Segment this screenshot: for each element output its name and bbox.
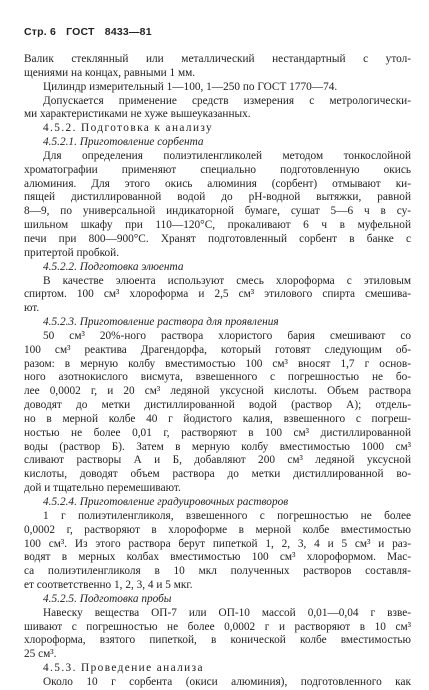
subsection-heading: 4.5.2.2. Подготовка элюента (43, 260, 184, 273)
text-line: Валик стеклянный или металлический нестандартный с утол- (24, 53, 411, 65)
text-line: ми характеристиками не хуже вышеуказанных. (24, 108, 251, 121)
section-heading: 4.5.3. Проведение анализа (43, 662, 204, 675)
subsection-heading: 4.5.2.4. Приготовление градуировочных растворов (43, 496, 289, 508)
text-line: хроматографии применяют специально подготовленную окись (24, 163, 411, 176)
text-line: сливают растворы А и Б, добавляют 200 см³ ледяной уксусной (24, 454, 411, 467)
text-line: щениями на концах, равными 1 мм. (24, 66, 196, 79)
standard-label: ГОСТ (66, 26, 95, 38)
text-line: Около 10 г сорбента (окиси алюминия), подготовленного как (43, 675, 411, 688)
text-line: Навеску вещества ОП-7 или ОП-10 массой 0,01—0,04 г взве- (43, 606, 411, 619)
section-heading: 4.5.2. Подготовка к анализу (43, 122, 214, 135)
text-line: 8—9, по универсальной индикаторной бумаге, сушат 5—6 ч в су- (24, 205, 411, 218)
text-line: кислоты, доводят объем раствора до метки дистиллированной во- (24, 468, 411, 481)
text-line: спиртом. 100 см³ хлороформа и 2,5 см³ этилового спирта смешива- (24, 288, 411, 301)
text-line: притертой пробкой. (24, 246, 120, 259)
subsection-heading: 4.5.2.1. Приготовление сорбента (43, 136, 204, 149)
text-line: водят в мерных колбах вместимостью 100 см³ хлороформом. Мас- (24, 551, 411, 564)
text-line: ет соответственно 1, 2, 3, 4 и 5 мкг. (24, 579, 193, 592)
text-line: 25 см³. (24, 648, 57, 661)
text-line: са полиэтиленгликоля в 10 мкл полученных растворов составля- (24, 565, 411, 578)
text-line: 0,0002 г, растворяют в хлороформе в мерной колбе вместимостью (24, 523, 411, 536)
standard-number: 8433—81 (104, 26, 152, 38)
text-line: ют. (24, 302, 40, 315)
document-body (24, 53, 411, 690)
text-line: 100 см³ реактива Драгендорфа, который готовят следующим об- (24, 343, 411, 356)
subsection-heading: 4.5.2.5. Подготовка пробы (43, 592, 172, 605)
text-line: ностью не более 0,01 г, растворяют в 100 см³ дистиллированной (24, 426, 411, 439)
text-line: Цилиндр измерительный 1—100, 1—250 по ГОСТ 1770—74. (43, 80, 338, 93)
text-line: но в мерной колбе 40 г йодистого калия, взвешенного с погреш- (24, 412, 411, 425)
text-line: В качестве элюента используют смесь хлороформа с этиловым (43, 274, 411, 287)
text-line: алюминия. Для этого окись алюминия (сорбент) отмывают ки- (24, 177, 411, 190)
text-line: доводят до метки дистиллированной водой (раствор А); отдель- (24, 399, 411, 412)
text-line: шивают с погрешностью не более 0,0002 г и растворяют в 10 см³ (24, 620, 411, 633)
page-number: Стр. 6 (24, 26, 57, 38)
text-line: Для определения полиэтиленгликолей методом тонкослойной (43, 149, 411, 162)
text-line: печи при 800—900°С. Хранят подготовленный сорбент в банке с (24, 232, 411, 245)
text-line: пящей дистиллированной водой до pH-водной вытяжки, равной (24, 191, 411, 204)
text-line: воды (раствор Б). Затем в мерную колбу вместимостью 1000 см³ (24, 440, 411, 453)
text-line: Допускается применение средств измерения с метрологически- (43, 94, 411, 107)
text-line: хлороформа, взятого пипеткой, в конической колбе вместимостью (24, 634, 411, 647)
subsection-heading: 4.5.2.3. Приготовление раствора для проявления (43, 316, 279, 329)
text-line: ного азотнокислого висмута, взвешенного с погрешностью не бо- (24, 371, 411, 384)
text-line: 50 см³ 20%-ного раствора хлористого бария смешивают со (43, 329, 411, 342)
text-line: дой и тщательно перемешивают. (24, 482, 181, 495)
text-line: шильном шкафу при 110—120°С, прокаливают 6 ч в муфельной (24, 219, 411, 232)
page-header (24, 26, 411, 38)
text-line: 100 см³. Из этого раствора берут пипеткой 1, 2, 3, 4 и 5 см³ и раз- (24, 537, 411, 550)
text-line: лее 0,0002 г, и 20 см³ ледяной уксусной кислоты. Объем раствора (24, 385, 411, 398)
text-line: разом: в мерную колбу вместимостью 100 см³ вносят 1,7 г основ- (24, 357, 411, 370)
text-line: 1 г полиэтиленгликоля, взвешенного с погрешностью не более (43, 509, 411, 522)
